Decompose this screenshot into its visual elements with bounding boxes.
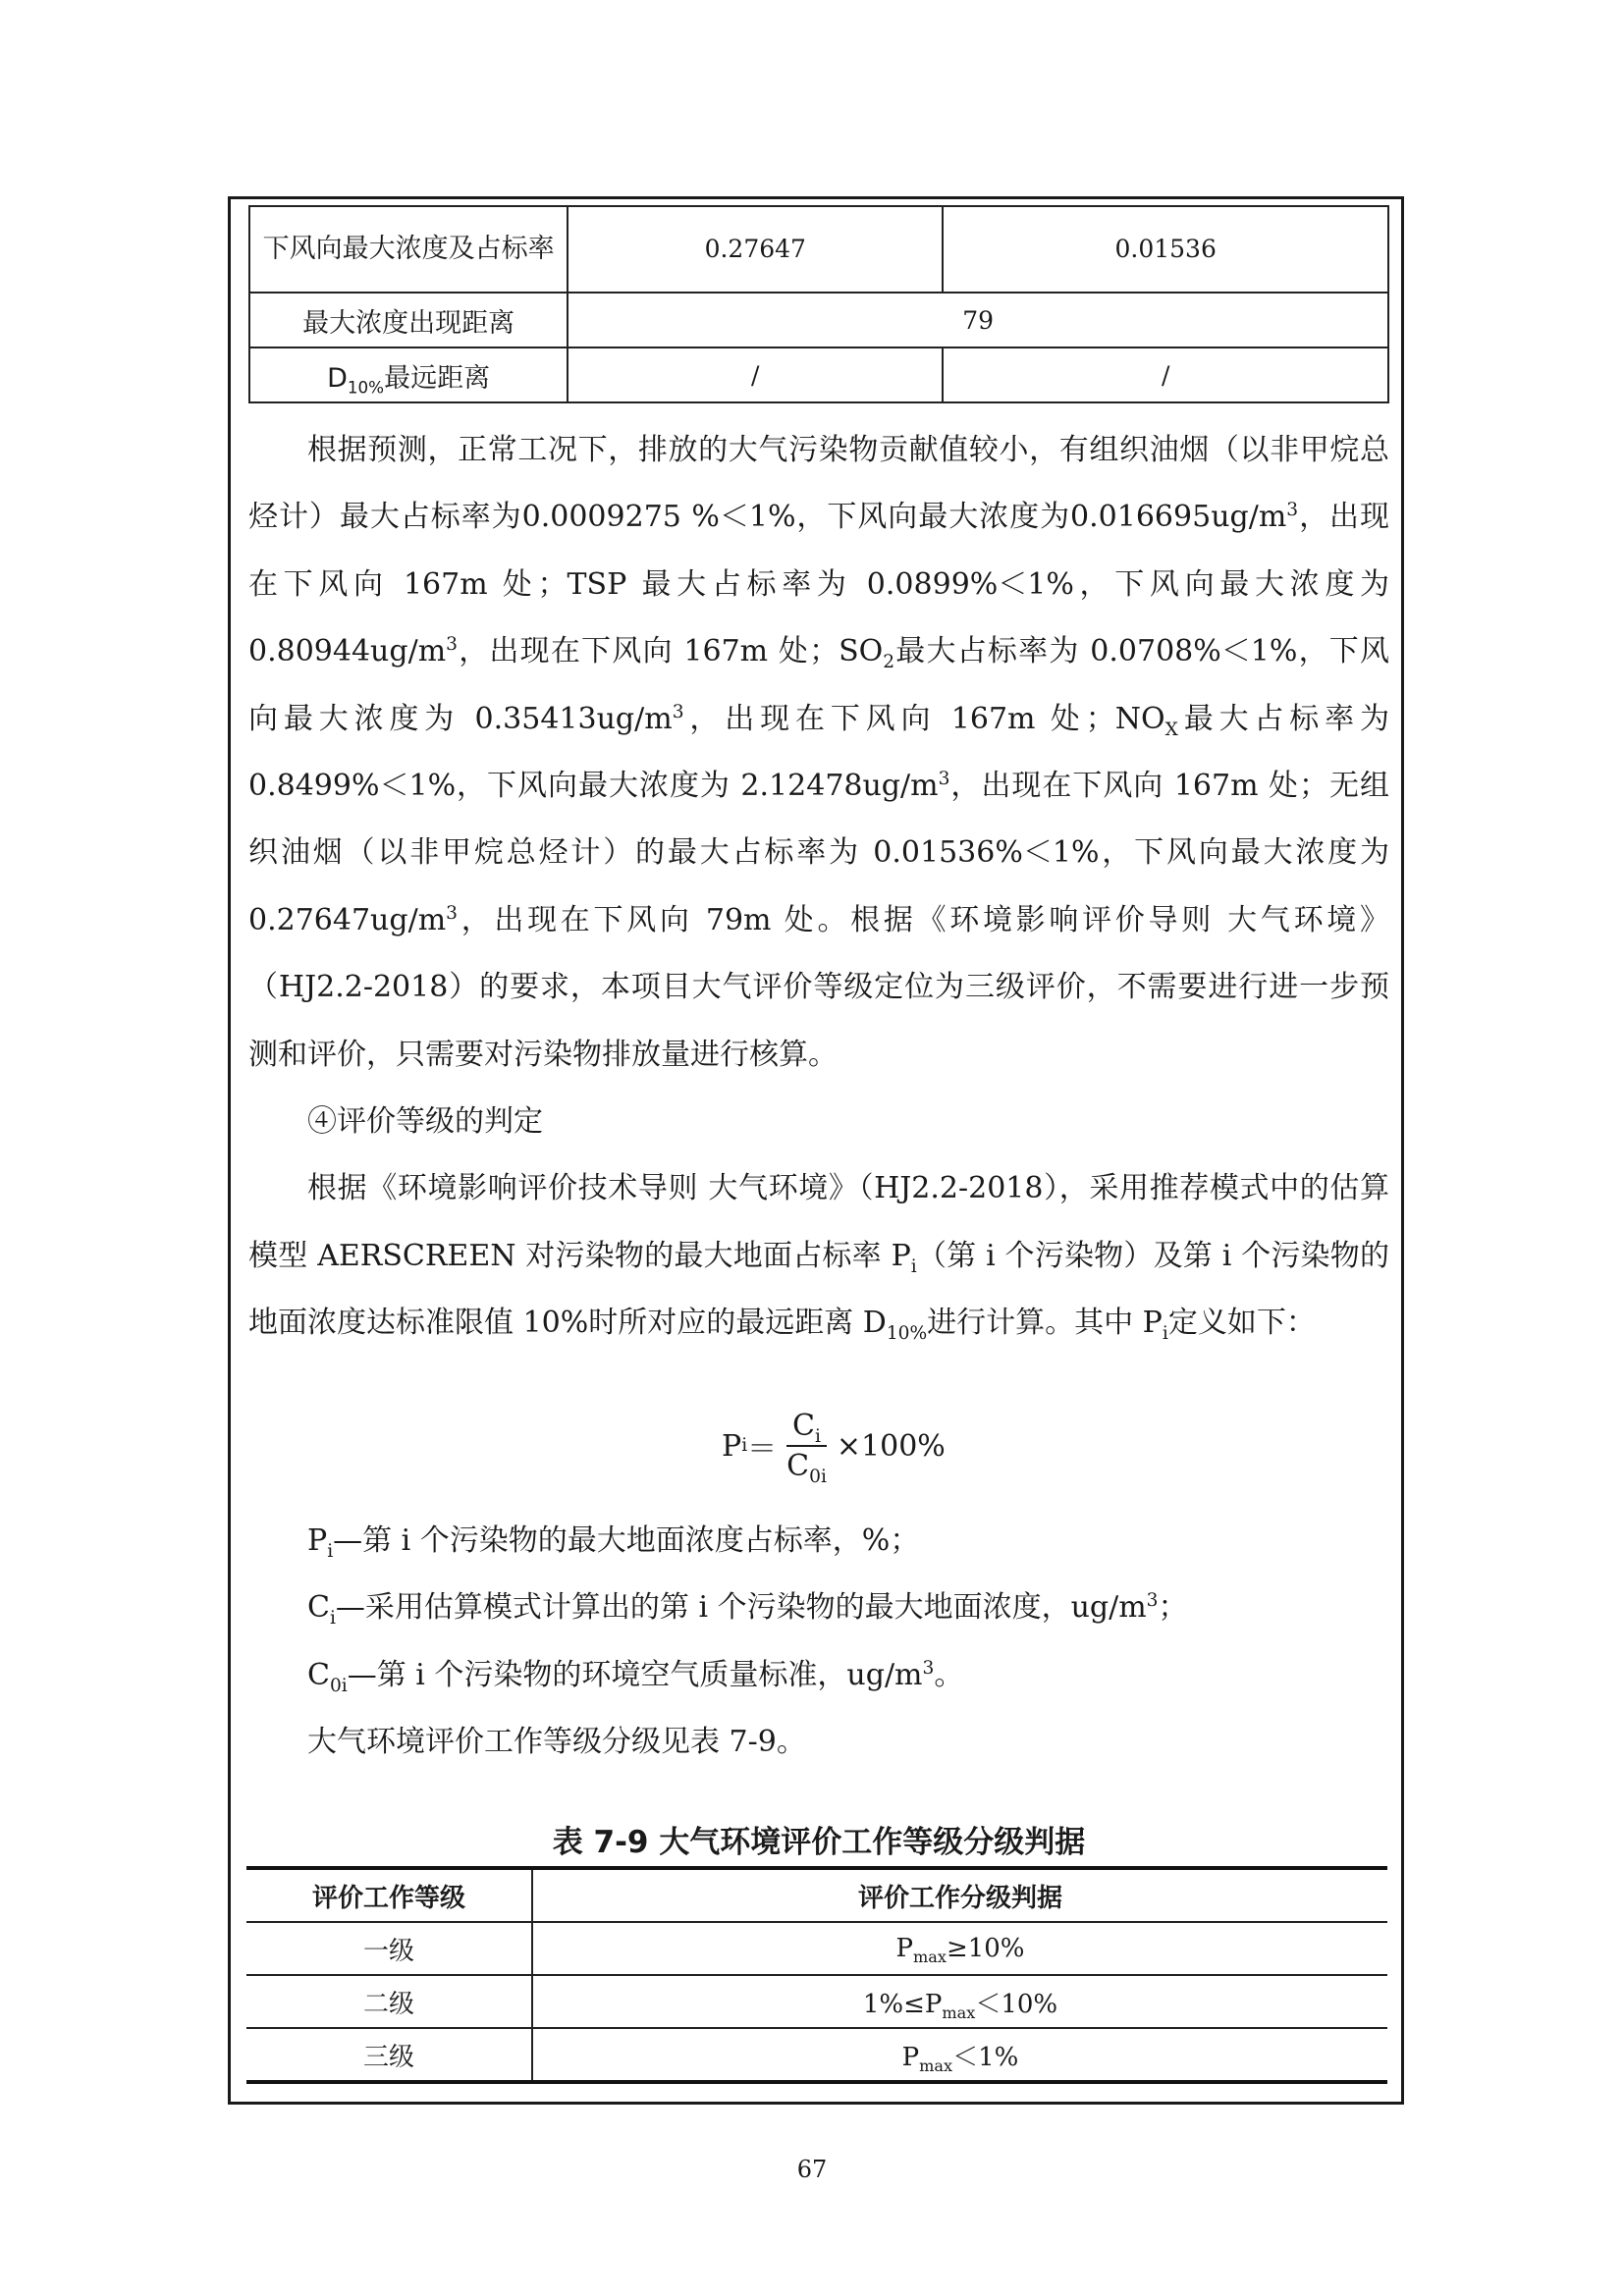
superscript: 3	[446, 634, 458, 656]
superscript: 3	[1286, 500, 1299, 521]
def-sym: C	[307, 1590, 330, 1626]
text-run: ，出现在下风向 79m 处。根据《环境影响评价导则 大气环境》（HJ2.2-2018）的要求，本项目大气评价等级定位为三级评价，不需要进行进一步预测和评价，只需要对污染物排放量进行核算。	[248, 902, 1389, 1072]
grade-cell: 二级	[246, 1975, 532, 2028]
superscript: 3	[672, 701, 684, 722]
grade-cell: 一级	[246, 1922, 532, 1975]
crit-sub: max	[919, 2056, 953, 2075]
body-text	[248, 417, 1389, 1358]
def-text: —第 i 个污染物的最大地面浓度占标率，%；	[333, 1523, 920, 1558]
cell-value: 0.27647	[568, 206, 943, 293]
table-row	[249, 206, 1388, 293]
crit-sub: max	[942, 2002, 976, 2022]
table-row	[246, 2028, 1387, 2082]
column-header: 评价工作分级判据	[532, 1868, 1387, 1922]
cell-value: 79	[568, 293, 1388, 347]
text-run: 最大占标率为 0.8499%＜1%，下风向最大浓度为 2.12478ug/m	[248, 701, 1390, 804]
formula-fraction	[781, 1409, 833, 1487]
numerator	[786, 1409, 827, 1447]
table-row	[246, 1975, 1387, 2028]
crit-post: ≥10%	[946, 1934, 1025, 1963]
concentration-table	[248, 205, 1389, 403]
definitions	[248, 1508, 1389, 1777]
text-run: ，出现在下风向 167m 处；SO	[457, 634, 884, 669]
crit-pre: P	[895, 1934, 913, 1963]
paragraph-method	[248, 1155, 1389, 1357]
label-d: D	[327, 362, 348, 394]
cell-value: /	[943, 347, 1388, 402]
cell-value: 0.01536	[943, 206, 1388, 293]
table-row	[246, 1922, 1387, 1975]
row-label: 最大浓度出现距离	[249, 293, 568, 347]
def-text: —第 i 个污染物的环境空气质量标准，ug/m	[347, 1657, 923, 1692]
subscript: i	[1162, 1323, 1168, 1345]
def-tail: ；	[1158, 1590, 1188, 1626]
definition-pi	[248, 1508, 1389, 1575]
superscript: 3	[938, 769, 950, 790]
table-caption: 表 7-9 大气环境评价工作等级分级判据	[552, 1825, 1086, 1860]
formula-lhs: P	[722, 1428, 742, 1464]
text-run: 定义如下：	[1167, 1306, 1316, 1341]
text-run: （第 i 个污染物）及第 i 个污染物的地面浓度达标准限值 10%时所对应的最远距离 D	[248, 1238, 1389, 1341]
crit-pre: P	[901, 2042, 920, 2072]
text-run: 进行计算。其中 P	[927, 1306, 1163, 1341]
subscript: X	[1164, 719, 1178, 740]
cell-value: /	[568, 347, 943, 402]
formula-rhs: ×100%	[836, 1428, 946, 1464]
crit-post: ＜10%	[975, 1989, 1058, 2019]
text-run: 最大占标率为 0.0708%＜1%，下风向最大浓度为 0.35413ug/m	[248, 634, 1389, 736]
subscript: i	[910, 1255, 917, 1277]
table-row	[249, 347, 1388, 402]
grade-cell: 三级	[246, 2028, 532, 2082]
def-text: —采用估算模式计算出的第 i 个污染物的最大地面浓度，ug/m	[335, 1590, 1147, 1626]
den-sub: 0i	[809, 1467, 827, 1487]
def-sub: i	[329, 1608, 336, 1629]
text-run: 根据《环境影响评价技术导则 大气环境》（HJ2.2-2018），采用推荐模式中的估算模型 AERSCREEN 对污染物的最大地面占标率 P	[248, 1171, 1389, 1273]
text-run: ，出现在下风向 167m 处；无组织油烟（以非甲烷总烃计）的最大占标率为 0.01536%＜1%，下风向最大浓度为0.27647ug/m	[248, 769, 1389, 937]
subscript: 10%	[886, 1323, 928, 1345]
label-sub: 10%	[347, 376, 385, 397]
def-tail: 。	[934, 1657, 964, 1692]
section-heading: ④评价等级的判定	[307, 1104, 543, 1140]
denominator	[781, 1447, 833, 1487]
table-row	[249, 293, 1388, 347]
crit-sub: max	[912, 1948, 947, 1967]
grade-table	[246, 1866, 1387, 2084]
text-run: ，出现在下风向 167m 处；TSP 最大占标率为 0.0899%＜1%，下风向最大浓度为0.80944ug/m	[248, 500, 1390, 669]
def-sym: P	[307, 1523, 328, 1558]
den-sym: C	[786, 1449, 810, 1483]
column-header: 评价工作等级	[246, 1868, 532, 1922]
def-sup: 3	[1146, 1590, 1159, 1612]
def-sub: 0i	[329, 1675, 348, 1696]
row-label: 下风向最大浓度及占标率	[249, 206, 568, 293]
label-suffix: 最远距离	[384, 362, 491, 394]
crit-pre: 1%≤P	[862, 1989, 943, 2019]
definition-ci	[248, 1575, 1389, 1641]
text-run: ，出现在下风向 167m 处；NO	[683, 701, 1165, 736]
subscript: 2	[883, 652, 895, 673]
num-sym: C	[792, 1409, 816, 1443]
criterion-cell	[532, 2028, 1387, 2082]
def-sup: 3	[922, 1657, 935, 1679]
row-label	[249, 347, 568, 402]
table-header-row	[246, 1868, 1387, 1922]
criterion-cell	[532, 1922, 1387, 1975]
definition-c0i	[248, 1642, 1389, 1709]
formula-equals: ＝	[747, 1432, 778, 1467]
crit-post: ＜1%	[952, 2042, 1019, 2072]
table-reference: 大气环境评价工作等级分级见表 7-9。	[307, 1725, 806, 1760]
paragraph-prediction	[248, 417, 1389, 1089]
page-frame	[228, 196, 1404, 2105]
formula: P i ＝ $\frac{C_i}{C_{0i}}$ ×100%	[722, 1409, 946, 1487]
def-sub: i	[327, 1541, 334, 1562]
superscript: 3	[446, 902, 458, 924]
criterion-cell	[532, 1975, 1387, 2028]
def-sym: C	[307, 1657, 330, 1692]
page-number: 67	[796, 2156, 828, 2183]
num-sub: i	[815, 1426, 821, 1447]
text-run: 根据预测，正常工况下，排放的大气污染物贡献值较小，有组织油烟（以非甲烷总烃计）最大占标率为0.0009275 %＜1%，下风向最大浓度为0.016695ug/m	[248, 433, 1389, 535]
